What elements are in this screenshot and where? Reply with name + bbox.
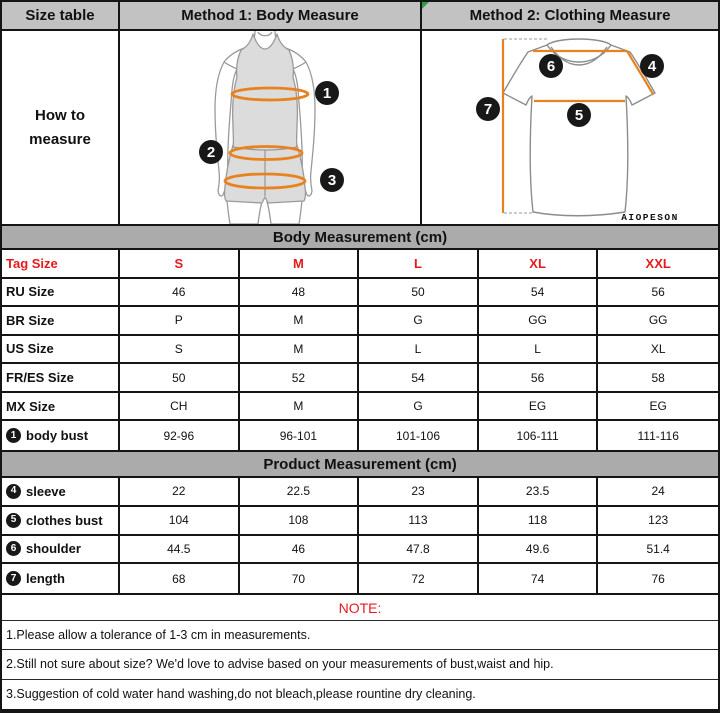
size-col-xl: XL	[479, 250, 599, 277]
method1-header: Method 1: Body Measure	[120, 2, 422, 31]
size-value-cell: M	[240, 307, 360, 334]
size-value-cell: 104	[120, 507, 240, 534]
row-label-text: clothes bust	[26, 512, 103, 528]
title-row	[2, 2, 718, 31]
size-value-cell: 58	[651, 370, 665, 385]
row-label-br-size: BR Size	[2, 307, 120, 334]
method2-header-label: Method 2: Clothing Measure	[469, 7, 671, 24]
size-value-cell: 92-96	[120, 421, 240, 450]
size-value-cell: 76	[651, 571, 665, 586]
point-1-badge-icon: 1	[6, 428, 21, 443]
note-item-2: 2.Still not sure about size? We'd love to advise based on your measurements of bust,waist and hip.	[2, 650, 718, 679]
measure-point-4-number: 4	[647, 58, 657, 75]
note-title: NOTE:	[2, 593, 718, 621]
size-value-cell: 106-111	[479, 421, 599, 450]
size-value-cell: G	[359, 307, 479, 334]
size-value-cell: 96-101	[240, 421, 360, 450]
size-value-cell: EG	[479, 393, 599, 420]
table-row	[2, 364, 718, 393]
row-label-mx-size: MX Size	[2, 393, 120, 420]
note-item-1: 1.Please allow a tolerance of 1-3 cm in measurements.	[2, 621, 718, 650]
body-measure-cell	[120, 31, 422, 224]
table-row	[2, 536, 718, 565]
green-corner-marker-icon	[422, 2, 429, 9]
size-value-cell: 54	[479, 279, 599, 306]
size-value-cell: P	[120, 307, 240, 334]
table-row	[2, 393, 718, 422]
row-label-text: sleeve	[26, 483, 66, 499]
size-value-cell: 113	[359, 507, 479, 534]
table-row	[2, 507, 718, 536]
size-value-cell: 68	[120, 564, 240, 593]
clothing-measure-cell	[422, 31, 718, 224]
size-value-cell: 108	[240, 507, 360, 534]
size-value-cell: 72	[359, 564, 479, 593]
measure-point-1-number: 1	[322, 85, 332, 102]
table-row	[2, 564, 718, 593]
point-5-badge-icon: 5	[6, 513, 21, 528]
row-label-body-bust	[2, 421, 120, 450]
measure-point-7-number: 7	[483, 101, 493, 118]
size-value-cell: L	[479, 336, 599, 363]
size-value-cell: S	[120, 336, 240, 363]
size-value-cell: 22	[120, 478, 240, 505]
row-label-text: body bust	[26, 428, 89, 444]
size-value-cell: G	[359, 393, 479, 420]
size-value-cell: 46	[240, 536, 360, 563]
size-value-cell: 52	[240, 364, 360, 391]
row-label-length	[2, 564, 120, 593]
size-value-cell: GG	[479, 307, 599, 334]
size-value-cell: 48	[240, 279, 360, 306]
size-value-cell: 56	[479, 364, 599, 391]
point-7-badge-icon: 7	[6, 571, 21, 586]
size-value-cell: 118	[479, 507, 599, 534]
measure-point-6-number: 6	[546, 58, 556, 75]
row-label-us-size: US Size	[2, 336, 120, 363]
row-label-text: length	[26, 571, 65, 587]
notes-list	[2, 621, 718, 709]
size-value-cell: 54	[359, 364, 479, 391]
size-value-cell: 51.4	[646, 541, 670, 556]
size-value-cell: 111-116	[637, 428, 679, 443]
size-value-cell: M	[240, 393, 360, 420]
how-to-line2: measure	[29, 130, 91, 148]
body-clothing	[225, 34, 306, 203]
measure-point-5-number: 5	[574, 107, 584, 124]
body-figure-illustration	[120, 31, 420, 224]
size-value-cell: 24	[651, 484, 665, 499]
method2-header	[422, 2, 718, 31]
point-4-badge-icon: 4	[6, 484, 21, 499]
size-value-cell: CH	[120, 393, 240, 420]
product-measurement-title: Product Measurement (cm)	[2, 450, 718, 478]
size-value-cell: 46	[120, 279, 240, 306]
row-label-ru-size: RU Size	[2, 279, 120, 306]
body-measurement-table	[2, 250, 718, 450]
row-label-text: shoulder	[26, 541, 81, 557]
size-value-cell: XL	[650, 341, 666, 356]
row-label-clothes-bust	[2, 507, 120, 534]
size-value-cell: 49.6	[479, 536, 599, 563]
size-col-l: L	[359, 250, 479, 277]
how-to-measure-label	[2, 31, 120, 224]
size-value-cell: M	[240, 336, 360, 363]
size-col-m: M	[240, 250, 360, 277]
size-value-cell: 44.5	[120, 536, 240, 563]
size-value-cell: 47.8	[359, 536, 479, 563]
point-6-badge-icon: 6	[6, 541, 21, 556]
size-value-cell: 50	[359, 279, 479, 306]
table-row	[2, 307, 718, 336]
measure-point-3-number: 3	[327, 172, 337, 189]
brand-logo-text: AIOPESON	[621, 212, 679, 223]
row-label-sleeve	[2, 478, 120, 505]
table-row	[2, 250, 718, 279]
size-value-cell: 123	[648, 513, 669, 528]
table-row	[2, 478, 718, 507]
measure-point-2-number: 2	[206, 144, 216, 161]
size-value-cell: 23.5	[479, 478, 599, 505]
size-col-s: S	[120, 250, 240, 277]
row-label-fres-size: FR/ES Size	[2, 364, 120, 391]
size-value-cell: 50	[120, 364, 240, 391]
size-value-cell: 74	[479, 564, 599, 593]
tshirt-outline	[503, 39, 655, 216]
product-measurement-table	[2, 478, 718, 593]
tshirt-illustration	[422, 31, 718, 224]
size-table-header: Size table	[2, 2, 120, 31]
body-measurement-title: Body Measurement (cm)	[2, 224, 718, 250]
table-row	[2, 421, 718, 450]
size-value-cell: EG	[649, 399, 667, 414]
note-item-3: 3.Suggestion of cold water hand washing,do not bleach,please rountine dry cleaning.	[6, 687, 476, 702]
illustration-row	[2, 31, 718, 224]
size-value-cell: 22.5	[240, 478, 360, 505]
size-value-cell: 70	[240, 564, 360, 593]
row-label-shoulder	[2, 536, 120, 563]
table-row	[2, 336, 718, 365]
size-value-cell: L	[359, 336, 479, 363]
size-value-cell: 23	[359, 478, 479, 505]
row-label-tag-size: Tag Size	[2, 250, 120, 277]
how-to-line1: How to	[35, 106, 85, 124]
size-value-cell: 56	[651, 284, 665, 299]
size-value-cell: 101-106	[359, 421, 479, 450]
size-value-cell: GG	[648, 313, 668, 328]
size-col-xxl: XXL	[645, 255, 671, 271]
table-row	[2, 279, 718, 308]
